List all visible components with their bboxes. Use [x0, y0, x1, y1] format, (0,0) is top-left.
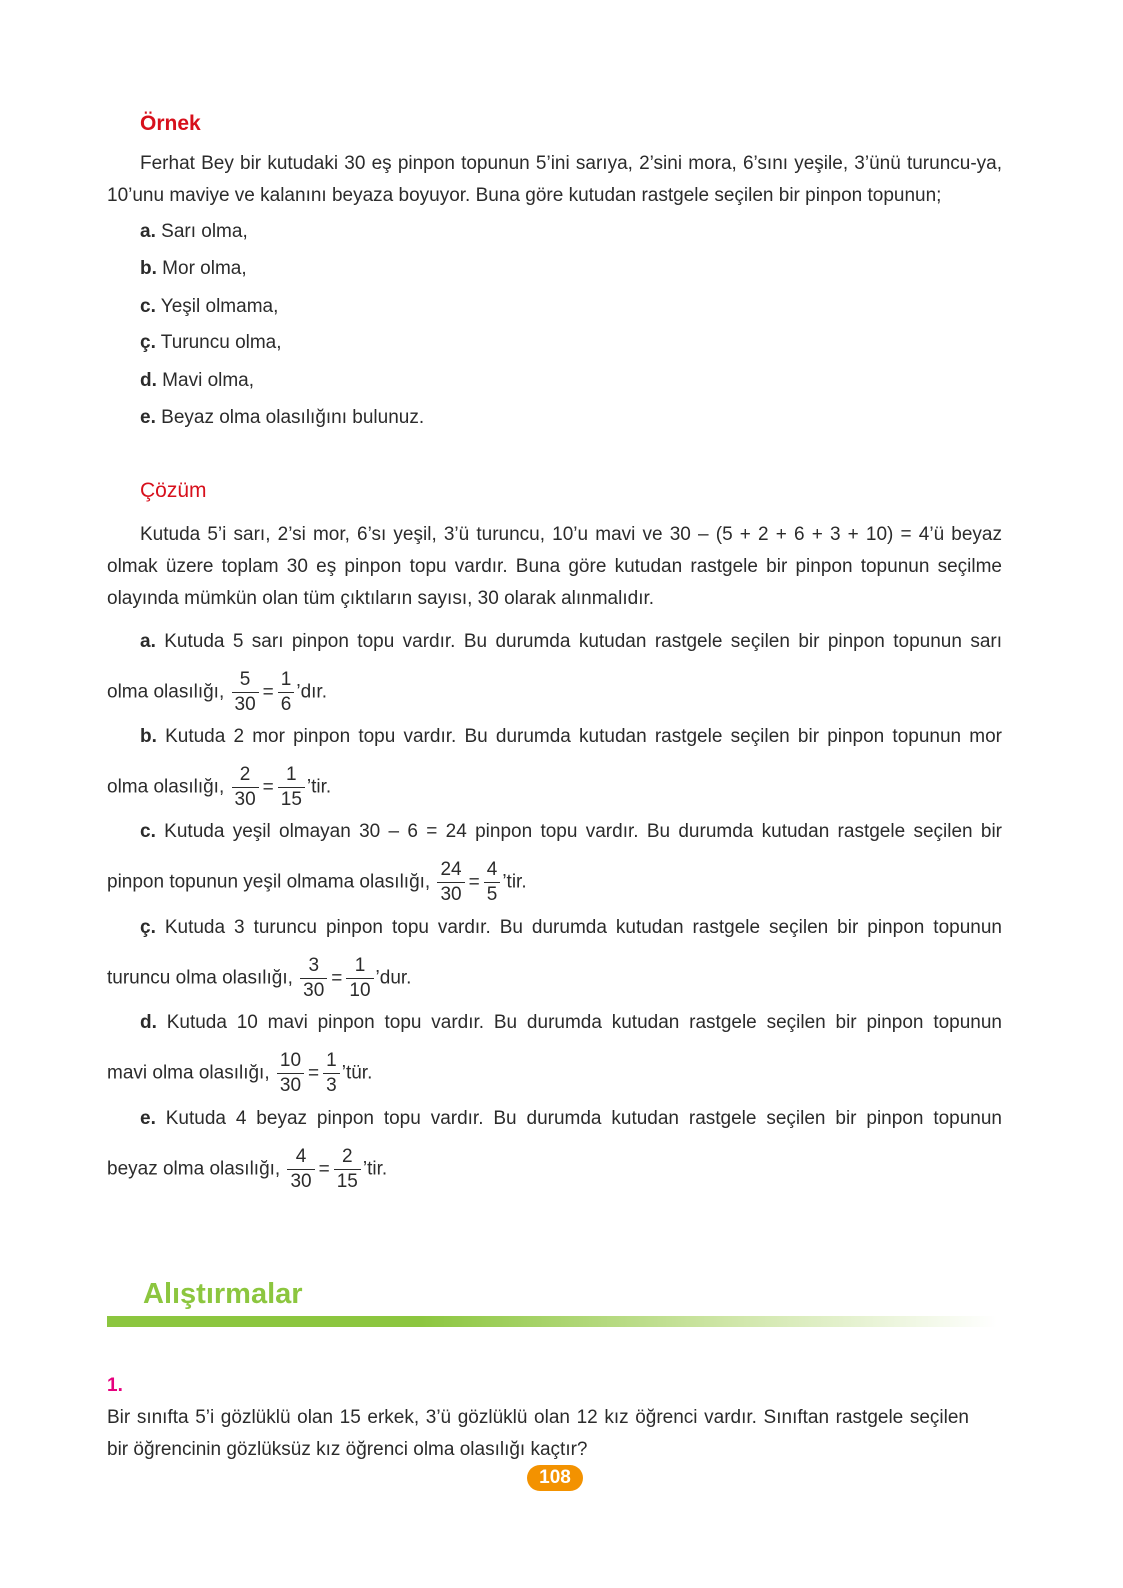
result-lead: olma olasılığı,: [107, 776, 225, 798]
part-text: Kutuda 3 turuncu pinpon topu vardır. Bu durumda kutudan rastgele seçilen bir pinpon topunun: [164, 917, 1002, 938]
result-lead: turuncu olma olasılığı,: [107, 967, 293, 989]
part-label: ç.: [140, 917, 156, 938]
part-label: b.: [140, 726, 157, 747]
part-result: [107, 1049, 1002, 1098]
fraction: $\frac{1}{10}$: [346, 954, 373, 1003]
solution-intro: Kutuda 5’i sarı, 2’si mor, 6’sı yeşil, 3’ü turuncu, 10’u mavi ve 30 – (5 + 2 + 6 + 3 + 10) = 4’ü beyaz olmak üzere toplam 30 eş pinpon topu vardır. Buna göre kutudan rastgele bir pinpon topunun seçilme olayında mümkün olan tüm çıktıların sayısı, 30 olarak alınmalıdır.: [107, 524, 1002, 609]
solution-heading: Çözüm: [140, 479, 207, 502]
fraction: $\frac{3}{30}$: [300, 954, 327, 1003]
solution-part: [107, 1007, 1002, 1098]
part-result: [107, 954, 1002, 1003]
solution-part: [107, 816, 1002, 907]
part-result: [107, 1145, 1002, 1194]
fraction: $\frac{4}{5}$: [484, 858, 501, 907]
solution-part: [107, 1103, 1002, 1194]
result-suffix: ’dur.: [375, 967, 412, 989]
equals-sign: =: [331, 967, 343, 989]
fraction: $\frac{4}{30}$: [287, 1145, 314, 1194]
example-item: c. Yeşil olmama,: [140, 296, 279, 317]
result-lead: mavi olma olasılığı,: [107, 1062, 270, 1084]
exercise-number: 1.: [107, 1375, 123, 1396]
part-text: Kutuda 4 beyaz pinpon topu vardır. Bu durumda kutudan rastgele seçilen bir pinpon topunun: [165, 1108, 1003, 1129]
example-item: ç. Turuncu olma,: [140, 332, 282, 353]
part-text: Kutuda 5 sarı pinpon topu vardır. Bu durumda kutudan rastgele seçilen bir pinpon topunun sarı: [164, 631, 1002, 652]
exercise-item: [107, 1370, 1002, 1466]
fraction: $\frac{10}{30}$: [277, 1049, 304, 1098]
equals-sign: =: [262, 776, 274, 798]
fraction: $\frac{2}{15}$: [334, 1145, 361, 1194]
equals-sign: =: [468, 871, 480, 893]
result-suffix: ’tir.: [306, 776, 332, 798]
solution-part: [107, 912, 1002, 1003]
equals-sign: =: [262, 681, 274, 703]
solution-part: [107, 721, 1002, 812]
exercises-heading: Alıştırmalar: [143, 1278, 303, 1310]
result-suffix: ’tir.: [502, 871, 527, 893]
example-item: b. Mor olma,: [140, 258, 247, 279]
fraction: $\frac{24}{30}$: [437, 858, 464, 907]
part-label: c.: [140, 821, 156, 842]
part-result: [107, 858, 1002, 907]
part-label: e.: [140, 1108, 156, 1129]
part-text: Kutuda 2 mor pinpon topu vardır. Bu durumda kutudan rastgele seçilen bir pinpon topunun mor: [165, 726, 1003, 747]
exercise-text: Bir sınıfta 5’i gözlüklü olan 15 erkek, 3’ü gözlüklü olan 12 kız öğrenci vardır. Sınıftan rastgele seçilen bir öğrencinin gözlüksüz kız öğrenci olma olasılığı kaçtır?: [107, 1407, 969, 1460]
solution-part: [107, 626, 1002, 717]
example-heading: Örnek: [140, 112, 201, 135]
example-item: d. Mavi olma,: [140, 370, 255, 391]
fraction: $\frac{2}{30}$: [232, 763, 259, 812]
part-text: Kutuda 10 mavi pinpon topu vardır. Bu durumda kutudan rastgele seçilen bir pinpon topunun: [166, 1012, 1002, 1033]
fraction: $\frac{1}{6}$: [278, 668, 295, 717]
fraction: $\frac{5}{30}$: [232, 668, 259, 717]
result-lead: olma olasılığı,: [107, 681, 225, 703]
part-result: [107, 668, 1002, 717]
part-label: d.: [140, 1012, 157, 1033]
part-text: Kutuda yeşil olmayan 30 – 6 = 24 pinpon topu vardır. Bu durumda kutudan rastgele seçilen bir: [164, 821, 1003, 842]
result-lead: beyaz olma olasılığı,: [107, 1158, 281, 1180]
result-suffix: ’tür.: [341, 1062, 373, 1084]
exercises-divider: [107, 1316, 997, 1327]
equals-sign: =: [308, 1062, 320, 1084]
part-label: a.: [140, 631, 156, 652]
example-item: a. Sarı olma,: [140, 221, 248, 242]
result-suffix: ’tir.: [362, 1158, 388, 1180]
example-intro: Ferhat Bey bir kutudaki 30 eş pinpon topunun 5’ini sarıya, 2’sini mora, 6’sını yeşile, 3’ünü turuncu-ya, 10’unu maviye ve kalanını beyaza boyuyor. Buna göre kutudan rastgele seçilen bir pinpon topunun;: [107, 153, 1002, 206]
result-suffix: ’dır.: [296, 681, 327, 703]
fraction: $\frac{1}{3}$: [323, 1049, 340, 1098]
result-lead: pinpon topunun yeşil olmama olasılığı,: [107, 871, 431, 893]
page-number: 108: [527, 1465, 583, 1491]
equals-sign: =: [318, 1158, 330, 1180]
part-result: [107, 763, 1002, 812]
fraction: $\frac{1}{15}$: [278, 763, 305, 812]
example-item: e. Beyaz olma olasılığını bulunuz.: [140, 407, 425, 428]
